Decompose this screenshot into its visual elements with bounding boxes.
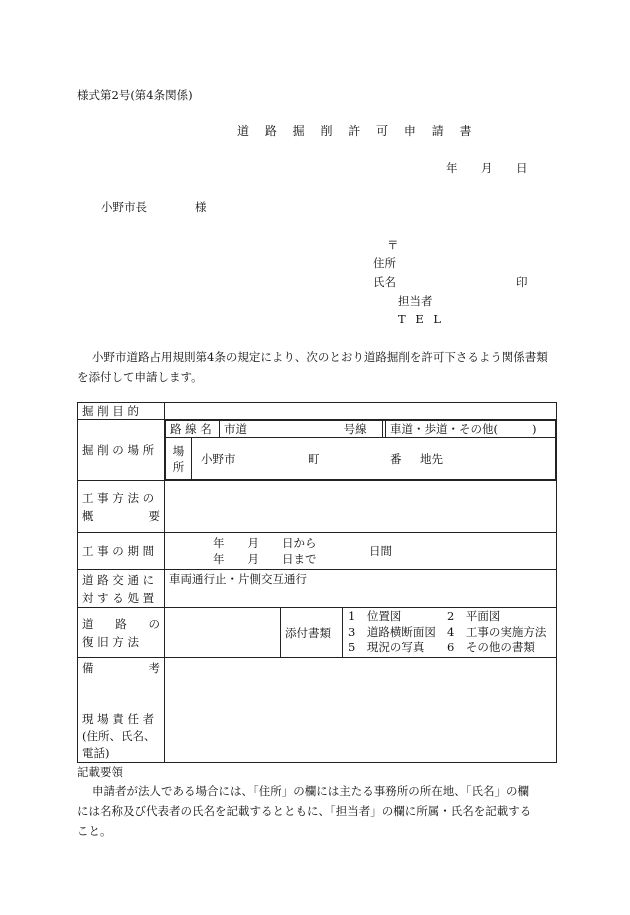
addressee: 小野市長 — [101, 200, 147, 214]
place-number: 番 — [390, 452, 402, 466]
attachment-item[interactable]: 5 現況の写真 — [348, 640, 425, 654]
attachment-item[interactable]: 3 道路横断面図 — [348, 624, 436, 639]
place-town: 町 — [308, 452, 320, 466]
restore-row — [78, 608, 557, 658]
purpose-value[interactable] — [165, 403, 557, 420]
place-field[interactable] — [192, 438, 555, 479]
restore-value[interactable] — [165, 608, 281, 657]
intro-text-line2: を添付して申請します。 — [77, 370, 203, 384]
site-manager-label: 現 場 責 任 者 — [82, 712, 155, 726]
date-year: 年 — [446, 161, 458, 175]
purpose-row — [78, 403, 557, 420]
location-label: 掘 削 の 場 所 — [78, 420, 165, 481]
method-label: 工 事 方 法 の 概 要 — [78, 481, 165, 533]
period-start: 年 月 日から — [213, 536, 317, 550]
location-row — [78, 420, 557, 481]
remarks-value[interactable] — [165, 658, 557, 763]
application-table — [77, 402, 557, 763]
form-number: 様式第2号(第4条関係) — [77, 88, 193, 102]
name-label: 氏名 — [373, 275, 396, 289]
place-label: 場 所 — [166, 438, 192, 479]
traffic-row — [78, 570, 557, 608]
notes-line3: こと。 — [77, 824, 112, 838]
period-days: 日間 — [369, 544, 392, 558]
period-row — [78, 533, 557, 570]
route-prefix: 市道 — [224, 422, 247, 436]
route-name-field[interactable] — [220, 421, 383, 438]
attachment-item[interactable]: 6 その他の書類 — [447, 640, 535, 654]
attachments-label: 添付書類 — [281, 608, 343, 657]
traffic-label: 道 路 交 通 に 対 す る 処 置 — [78, 570, 165, 608]
notes-line2: には名称及び代表者の氏名を記載するとともに、「担当者」の欄に所属・氏名を記載する — [77, 804, 532, 818]
period-value[interactable] — [165, 533, 557, 570]
purpose-label: 掘 削 目 的 — [78, 403, 165, 420]
contact-person-label: 担当者 — [398, 294, 433, 308]
date-month: 月 — [481, 161, 493, 175]
attachments-list — [343, 608, 556, 657]
place-city: 小野市 — [201, 452, 236, 466]
attachment-item[interactable]: 2 平面図 — [447, 609, 501, 623]
route-suffix: 号線 — [343, 422, 367, 436]
seal-label: 印 — [516, 275, 528, 289]
address-label: 住所 — [373, 256, 396, 270]
route-name-label: 路 線 名 — [166, 421, 220, 438]
method-value[interactable] — [165, 481, 557, 533]
notes-heading: 記載要領 — [77, 765, 123, 779]
restore-label: 道 路 の 復 旧 方 法 — [78, 608, 165, 658]
place-suffix: 地先 — [420, 452, 443, 466]
date-day: 日 — [516, 161, 528, 175]
postal-mark: 〒 — [387, 238, 399, 252]
period-label: 工 事 の 期 間 — [78, 533, 165, 570]
addressee-honorific: 様 — [195, 200, 207, 214]
method-row — [78, 481, 557, 533]
notes-line1: 申請者が法人である場合には、「住所」の欄には主たる事務所の所在地、「氏名」の欄 — [92, 784, 529, 798]
page-title: 道 路 掘 削 許 可 申 請 書 — [237, 124, 478, 138]
attachment-item[interactable]: 4 工事の実施方法 — [447, 624, 547, 639]
intro-text-line1: 小野市道路占用規則第4条の規定により、次のとおり道路掘削を許可下さるよう関係書類 — [92, 350, 548, 364]
traffic-value[interactable]: 車両通行止・片側交互通行 — [165, 570, 557, 608]
period-end: 年 月 日まで — [213, 552, 317, 566]
attachment-item[interactable]: 1 位置図 — [348, 609, 402, 623]
remarks-row — [78, 658, 557, 763]
tel-label: T E L — [398, 312, 445, 326]
remarks-label: 備 考 現 場 責 任 者 (住所、氏名、 電話) — [78, 658, 165, 763]
road-type-field[interactable]: 車道・歩道・その他( ) — [386, 421, 556, 438]
